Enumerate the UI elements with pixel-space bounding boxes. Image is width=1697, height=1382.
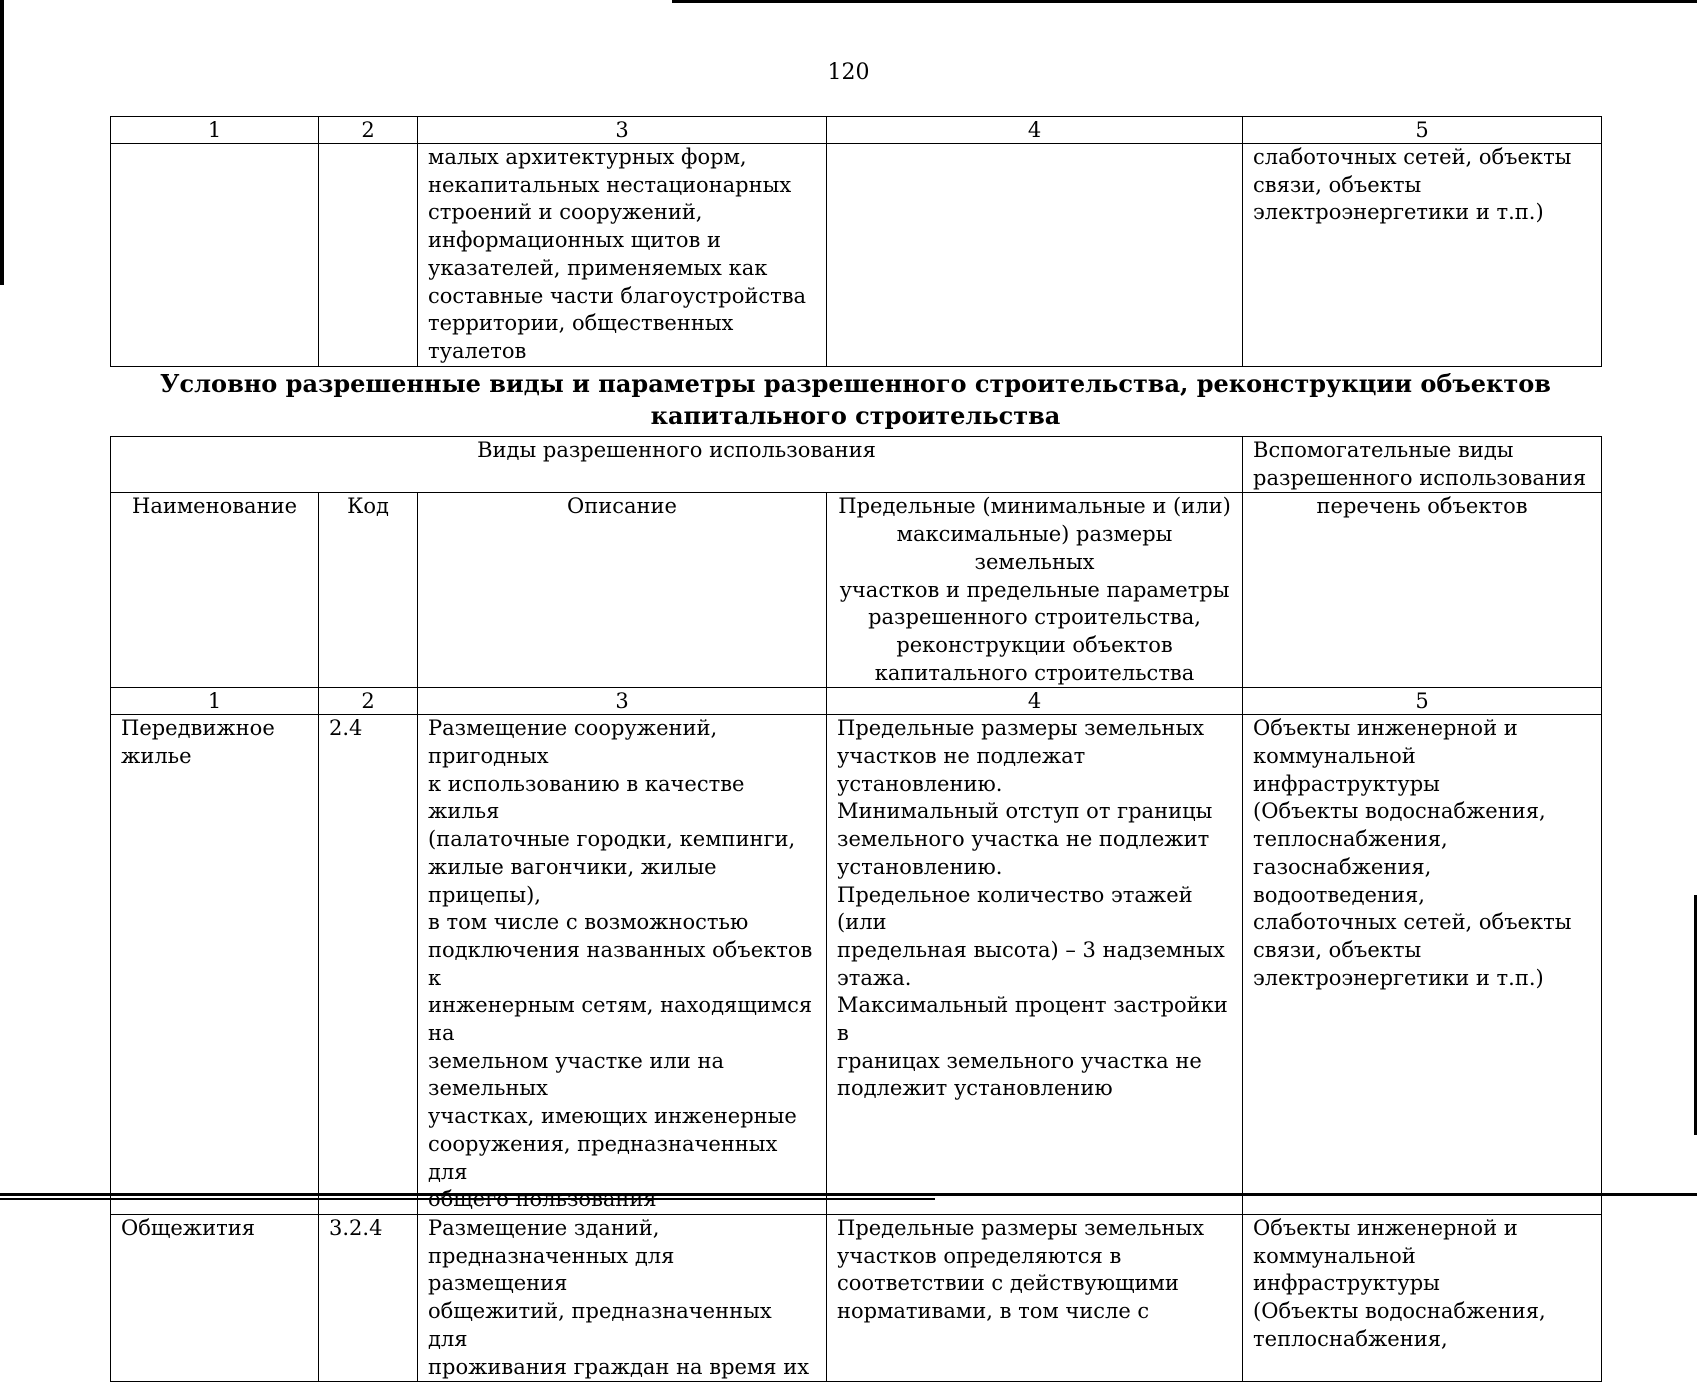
column-number: 4 <box>827 117 1243 144</box>
cell-code <box>319 144 418 367</box>
header-permitted-uses: Виды разрешенного использования <box>111 437 1243 493</box>
group-header-row <box>111 437 1602 493</box>
table-row <box>111 1214 1602 1381</box>
header-aux-list: перечень объектов <box>1243 493 1602 688</box>
header-code: Код <box>319 493 418 688</box>
column-number: 1 <box>111 117 319 144</box>
conditional-use-table <box>110 436 1602 1382</box>
cell-name: Передвижное жилье <box>111 715 319 1215</box>
column-header-row <box>111 493 1602 688</box>
column-number: 5 <box>1243 688 1602 715</box>
cell-code: 2.4 <box>319 715 418 1215</box>
cell-description: Размещение сооружений, пригодных к использованию в качестве жилья (палаточные городки, кемпинги, жилые вагончики, жилые прицепы), в том числе с возможностью подключения названных объектов к инженерным сетям, находящимся на земельном участке или на земельных участках, имеющих инженерные сооружения, предназначенных для общего пользования <box>418 715 827 1215</box>
header-parameters: Предельные (минимальные и (или) максимальные) размеры земельных участков и предельные параметры разрешенного строительства, реконструкции объектов капитального строительства <box>827 493 1243 688</box>
cell-parameters <box>827 144 1243 367</box>
column-number: 5 <box>1243 117 1602 144</box>
cell-code: 3.2.4 <box>319 1214 418 1381</box>
table-row <box>111 144 1602 367</box>
column-number: 4 <box>827 688 1243 715</box>
column-number: 3 <box>418 688 827 715</box>
cell-description: малых архитектурных форм, некапитальных нестационарных строений и сооружений, информационных щитов и указателей, применяемых как составные части благоустройства территории, общественных туалетов <box>418 144 827 367</box>
cell-auxiliary: Объекты инженерной и коммунальной инфраструктуры (Объекты водоснабжения, теплоснабжения, газоснабжения, водоотведения, слаботочных сетей, объекты связи, объекты электроэнергетики и т.п.) <box>1243 715 1602 1215</box>
table-header-row <box>111 117 1602 144</box>
column-number: 2 <box>319 688 418 715</box>
cell-parameters: Предельные размеры земельных участков определяются в соответствии с действующими нормативами, в том числе с <box>827 1214 1243 1381</box>
scan-border-top <box>672 0 1697 3</box>
header-name: Наименование <box>111 493 319 688</box>
cell-parameters: Предельные размеры земельных участков не подлежат установлению. Минимальный отступ от границы земельного участка не подлежит установлению. Предельное количество этажей (или предельная высота) – 3 надземных этажа. Максимальный процент застройки в границах земельного участка не подлежит установлению <box>827 715 1243 1215</box>
cell-name <box>111 144 319 367</box>
column-number-row <box>111 688 1602 715</box>
continuation-table <box>110 116 1602 367</box>
cell-auxiliary: Объекты инженерной и коммунальной инфраструктуры (Объекты водоснабжения, теплоснабжения, <box>1243 1214 1602 1381</box>
cell-description: Размещение зданий, предназначенных для размещения общежитий, предназначенных для проживания граждан на время их <box>418 1214 827 1381</box>
header-description: Описание <box>418 493 827 688</box>
scan-border-left <box>0 0 4 285</box>
page-number: 120 <box>827 60 870 85</box>
table-row <box>111 715 1602 1215</box>
header-auxiliary-uses: Вспомогательные виды разрешенного использования <box>1243 437 1602 493</box>
section-heading: Условно разрешенные виды и параметры разрешенного строительства, реконструкции объектов капитального строительства <box>160 369 1551 430</box>
column-number: 1 <box>111 688 319 715</box>
column-number: 2 <box>319 117 418 144</box>
cell-name: Общежития <box>111 1214 319 1381</box>
column-number: 3 <box>418 117 827 144</box>
cell-auxiliary: слаботочных сетей, объекты связи, объекты электроэнергетики и т.п.) <box>1243 144 1602 367</box>
